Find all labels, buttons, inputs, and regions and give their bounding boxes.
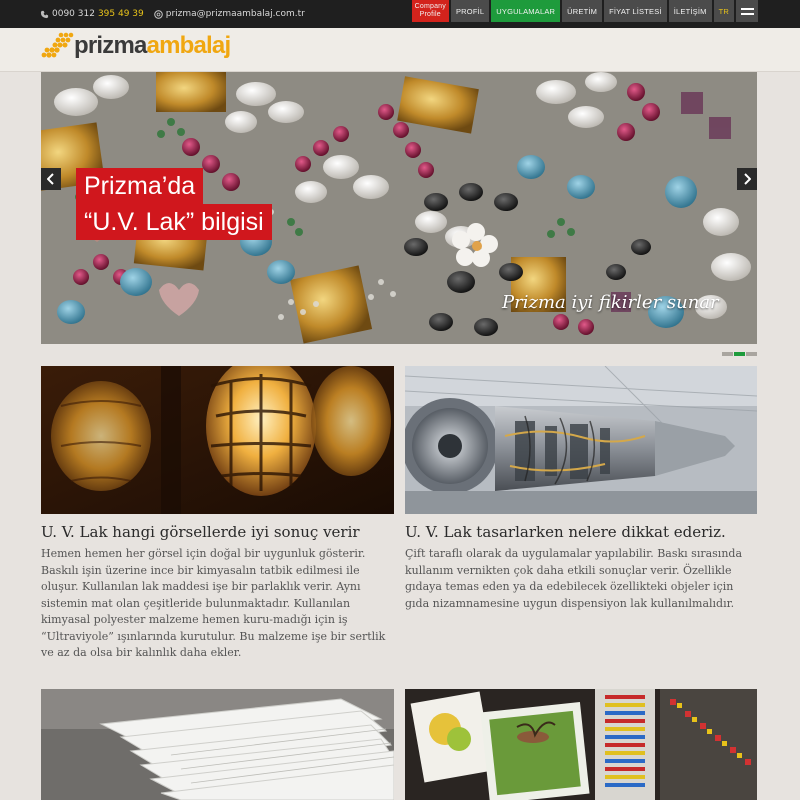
slider-prev-button[interactable] xyxy=(41,168,61,190)
card-title-2[interactable]: U. V. Lak tasarlarken nelere dikkat ederiz. xyxy=(405,523,726,541)
card-image-paper-stack[interactable] xyxy=(41,689,394,800)
slider-dot-active[interactable] xyxy=(734,352,745,356)
nav-item-uretim[interactable]: ÜRETİM xyxy=(562,0,602,22)
nav-item-uygulamalar[interactable]: UYGULAMALAR xyxy=(491,0,560,22)
slider-dot[interactable] xyxy=(722,352,733,356)
language-switch[interactable]: TR xyxy=(714,0,734,22)
engine-illustration xyxy=(405,366,757,514)
slider-dot[interactable] xyxy=(746,352,757,356)
card-title-1[interactable]: U. V. Lak hangi görsellerde iyi sonuç verir xyxy=(41,523,360,541)
card-body-1: Hemen hemen her görsel için doğal bir uygunluk gösterir. Baskılı işin üzerine ince bir kimyasalın tatbik edilmesi ile oluşur. Kullanılan lak maddesi işe bir parlaklık verir. Aynı sistemin mat olan çeşitleride bulunmaktadır. Kullanılan kimyasal polyester malzeme hemen kuru-madığı için iş “Ultraviyole” ışınlarında kurutulur. Bu malzeme işe bir sertlik ve az da olsa bir kalınlık daha ekler. xyxy=(41,547,386,659)
logo[interactable] xyxy=(40,31,230,61)
slider-next-button[interactable] xyxy=(737,168,757,190)
logo-text xyxy=(74,32,230,60)
hero-caption-line2: “U.V. Lak” bilgisi xyxy=(76,204,272,240)
mail-icon xyxy=(154,10,163,19)
phone-number[interactable]: 395 49 39 xyxy=(97,9,144,19)
nav-company-line2: Profile xyxy=(419,11,441,18)
print-samples-illustration xyxy=(405,689,757,800)
nav-item-fiyat-listesi[interactable]: FİYAT LİSTESİ xyxy=(604,0,667,22)
paper-stack-illustration xyxy=(41,689,394,800)
top-bar xyxy=(0,0,800,28)
nav-item-profil[interactable]: PROFİL xyxy=(451,0,489,22)
menu-button[interactable] xyxy=(736,0,758,22)
slider-pagination xyxy=(721,352,757,356)
site-header xyxy=(0,28,800,72)
email-link[interactable]: prizma@prizmaambalaj.com.tr xyxy=(165,9,305,19)
logo-text-part2: ambalaj xyxy=(146,32,231,59)
logo-text-part1: prizma xyxy=(74,32,147,59)
menu-icon-bar xyxy=(741,13,754,15)
phone-icon xyxy=(40,10,49,19)
chevron-left-icon xyxy=(47,173,55,185)
card-image-lanterns[interactable] xyxy=(41,366,394,514)
card-body-2: Çift taraflı olarak da uygulamalar yapılabilir. Baskı sırasında kullanım vernikten çok daha etkili sonuçlar verir. Özellikle gıdaya temas eden ya da edebilecek özellikteki objeler için gıda nizamnamesine uygun dispensiyon lak kullanılmalıdır. xyxy=(405,547,743,610)
logo-mark-icon xyxy=(40,31,74,61)
chevron-right-icon xyxy=(743,173,751,185)
menu-icon-bar xyxy=(741,8,754,10)
card-image-engine[interactable] xyxy=(405,366,757,514)
hero-caption-line1: Prizma’da xyxy=(76,168,203,204)
card-image-print-samples[interactable] xyxy=(405,689,757,800)
main-nav xyxy=(410,0,758,22)
nav-company-line1: Company xyxy=(414,3,446,10)
nav-item-iletisim[interactable]: İLETİŞİM xyxy=(669,0,712,22)
lanterns-illustration xyxy=(41,366,394,514)
nav-company-profile[interactable] xyxy=(412,0,449,22)
email-link-wrap[interactable] xyxy=(154,9,305,19)
contact-info xyxy=(40,0,305,28)
hero-slogan: Prizma iyi fikirler sunar xyxy=(502,292,719,313)
phone-prefix[interactable]: 0090 312 xyxy=(52,9,95,19)
